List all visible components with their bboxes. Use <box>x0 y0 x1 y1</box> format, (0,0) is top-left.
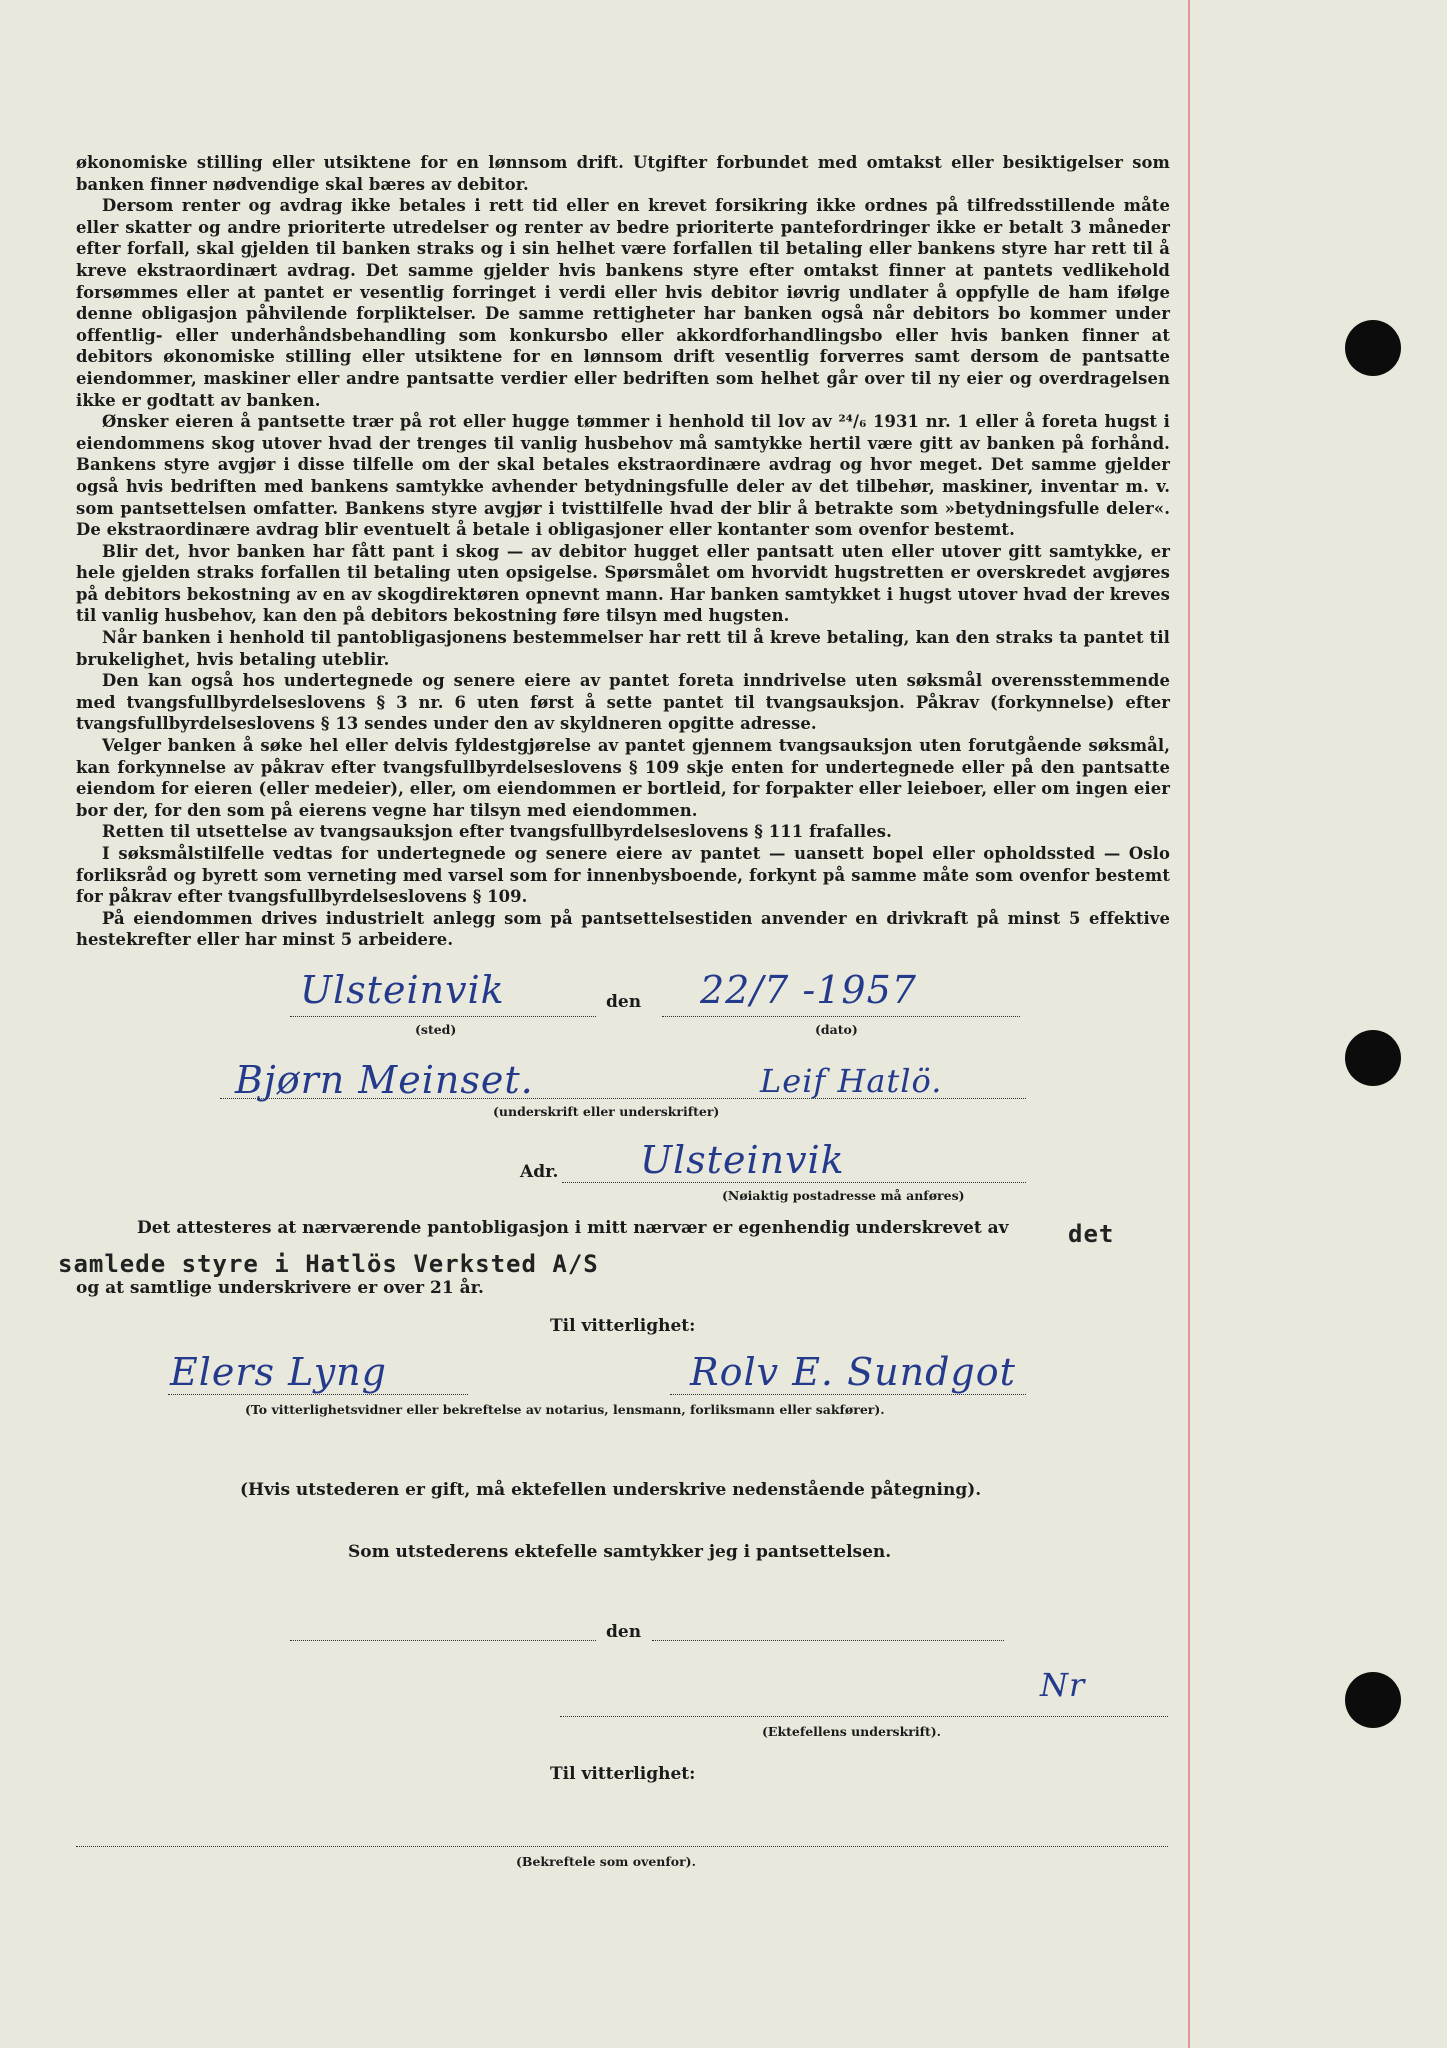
signature-2: Leif Hatlö. <box>760 1062 943 1100</box>
signature-label: (underskrift eller underskrifter) <box>493 1104 720 1119</box>
date-line <box>662 1016 1020 1017</box>
confirm-line <box>76 1846 1168 1847</box>
mortgage-terms-text <box>76 152 1170 951</box>
red-margin-line <box>1188 0 1190 2048</box>
attestation-text: Det attesteres at nærværende pantobligasjon i mitt nærvær er egenhendig underskrevet av <box>137 1218 1009 1238</box>
spouse-consent: Som utstederens ektefelle samtykker jeg i pantsettelsen. <box>348 1542 892 1562</box>
place-label: (sted) <box>415 1022 457 1037</box>
punch-hole-icon <box>1345 1672 1401 1728</box>
spouse-instruction: (Hvis utstederen er gift, må ektefellen underskrive nedenstående påtegning). <box>240 1480 982 1500</box>
paragraph: økonomiske stilling eller utsiktene for en lønnsom drift. Utgifter forbundet med omtakst eller besiktigelser som banken finner nødvendige skal bæres av debitor. <box>76 153 1170 194</box>
spouse-date-line <box>652 1640 1004 1641</box>
paragraph: Blir det, hvor banken har fått pant i skog — av debitor hugget eller pantsatt uten eller utover gitt samtykke, er hele gjelden straks forfallen til betaling uten opsigelse. Spørsmålet om hvorvidt hugstretten er overskredet avgjøres på debitors bekostning av en av skogdirektøren opnevnt mann. Har banken samtykket i hugst utover hvad der kreves til vanlig husbehov, kan den på debitors bekostning føre tilsyn med hugsten. <box>76 541 1170 626</box>
place-line <box>290 1016 596 1017</box>
paragraph: I søksmålstilfelle vedtas for undertegnede og senere eiere av pantet — uansett bopel eller opholdssted — Oslo forliksråd og byrett som verneting med varsel som for innenbysboende, forkynt på samme måte som ovenfor bestemt for påkrav efter tvangsfullbyrdelseslovens § 109. <box>76 844 1170 907</box>
signature-line <box>220 1098 1026 1099</box>
signature-1: Bjørn Meinset. <box>235 1058 534 1102</box>
paragraph: På eiendommen drives industrielt anlegg som på pantsettelsestiden anvender en drivkraft på minst 5 effektive hestekrefter eller har minst 5 arbeidere. <box>76 908 1170 950</box>
attestation-typed-2: samlede styre i Hatlös Verksted A/S <box>58 1250 599 1278</box>
attestation-text-end: og at samtlige underskrivere er over 21 år. <box>76 1278 484 1298</box>
spouse-den-label: den <box>606 1622 642 1642</box>
punch-hole-icon <box>1345 1030 1401 1086</box>
spouse-signature-label: (Ektefellens underskrift). <box>762 1724 941 1739</box>
witness-heading: Til vitterlighet: <box>550 1316 696 1336</box>
address-note: (Nøiaktig postadresse må anføres) <box>722 1188 965 1203</box>
spouse-witness-heading: Til vitterlighet: <box>550 1764 696 1784</box>
attestation-typed-1: det <box>1068 1220 1115 1248</box>
paragraph: Ønsker eieren å pantsette trær på rot eller hugge tømmer i henhold til lov av ²⁴/₆ 1931 nr. 1 eller å foreta hugst i eiendommens skog utover hvad der trenges til vanlig husbehov må samtykke hertil være gitt av banken på forhånd. Bankens styre avgjør i disse tilfelle om der skal betales ekstraordinære avdrag og hvor meget. Det samme gjelder også hvis bedriften med bankens samtykke avhender betydningsfulle deler av det tilbehør, maskiner, inventar m. v. som pantsettelsen omfatter. Bankens styre avgjør i tvisttilfelle hvad der blir å betrakte som »betydningsfulle deler«. De ekstraordinære avdrag blir eventuelt å betale i obligasjoner eller kontanter som ovenfor bestemt. <box>76 412 1170 540</box>
witness-line-2 <box>670 1394 1026 1395</box>
address-label: Adr. <box>520 1162 559 1182</box>
date-label: (dato) <box>815 1022 858 1037</box>
paragraph: Den kan også hos undertegnede og senere eiere av pantet foreta inndrivelse uten søksmål overensstemmende med tvangsfullbyrdelseslovens § 3 nr. 6 uten først å sette pantet til tvangsauksjon. Påkrav (forkynnelse) efter tvangsfullbyrdelseslovens § 13 sendes under den av skyldneren opgitte adresse. <box>76 671 1170 734</box>
confirm-label: (Bekreftele som ovenfor). <box>516 1854 696 1869</box>
paragraph: Retten til utsettelse av tvangsauksjon efter tvangsfullbyrdelseslovens § 111 frafalles. <box>102 822 892 842</box>
spouse-place-line <box>290 1640 596 1641</box>
paragraph: Velger banken å søke hel eller delvis fyldestgjørelse av pantet gjennem tvangsauksjon uten forutgående søksmål, kan forkynnelse av påkrav efter tvangsfullbyrdelseslovens § 109 skje enten for undertegnede eller på den pantsatte eiendom for eieren (eller medeier), eller, om eiendommen er bortleid, for forpakter eller leieboer, eller om ingen eier bor der, for den som på eierens vegne har tilsyn med eiendommen. <box>76 736 1170 820</box>
witness-signature-2: Rolv E. Sundgot <box>690 1350 1016 1394</box>
witness-label: (To vitterlighetsvidner eller bekreftelse av notarius, lensmann, forliksmann eller sakfører). <box>245 1402 885 1417</box>
place-handwriting: Ulsteinvik <box>300 968 505 1012</box>
den-label: den <box>606 992 642 1012</box>
paragraph: Når banken i henhold til pantobligasjonens bestemmelser har rett til å kreve betaling, kan den straks ta pantet til brukelighet, hvis betaling uteblir. <box>76 628 1170 669</box>
witness-signature-1: Elers Lyng <box>170 1350 387 1394</box>
date-handwriting: 22/7 -1957 <box>700 968 917 1012</box>
spouse-mark: Nr <box>1040 1666 1086 1704</box>
punch-hole-icon <box>1345 320 1401 376</box>
spouse-signature-line <box>560 1716 1168 1717</box>
address-line <box>562 1182 1026 1183</box>
paragraph: Dersom renter og avdrag ikke betales i rett tid eller en krevet forsikring ikke ordnes på tilfredsstillende måte eller skatter og andre prioriterte utredelser og renter av bedre prioriterte pantefordringer ikke er betalt 3 måneder efter forfall, skal gjelden til banken straks og i sin helhet være forfallen til betaling eller bankens styre har rett til å kreve ekstraordinært avdrag. Det samme gjelder hvis bankens styre efter omtakst finner at pantets vedlikehold forsømmes eller at pantet er vesentlig forringet i verdi eller hvis debitor iøvrig undlater å oppfylle de ham ifølge denne obligasjon påhvilende forpliktelser. De samme rettigheter har banken også når debitors bo kommer under offentlig- eller underhåndsbehandling som konkursbo eller akkordforhandlingsbo eller hvis banken finner at debitors økonomiske stilling eller utsiktene for en lønnsom drift vesentlig forverres samt dersom de pantsatte eiendommer, maskiner eller andre pantsatte verdier eller bedriften som helhet går over til ny eier og overdragelsen ikke er godtatt av banken. <box>76 196 1170 410</box>
witness-line-1 <box>168 1394 468 1395</box>
address-handwriting: Ulsteinvik <box>640 1138 845 1182</box>
